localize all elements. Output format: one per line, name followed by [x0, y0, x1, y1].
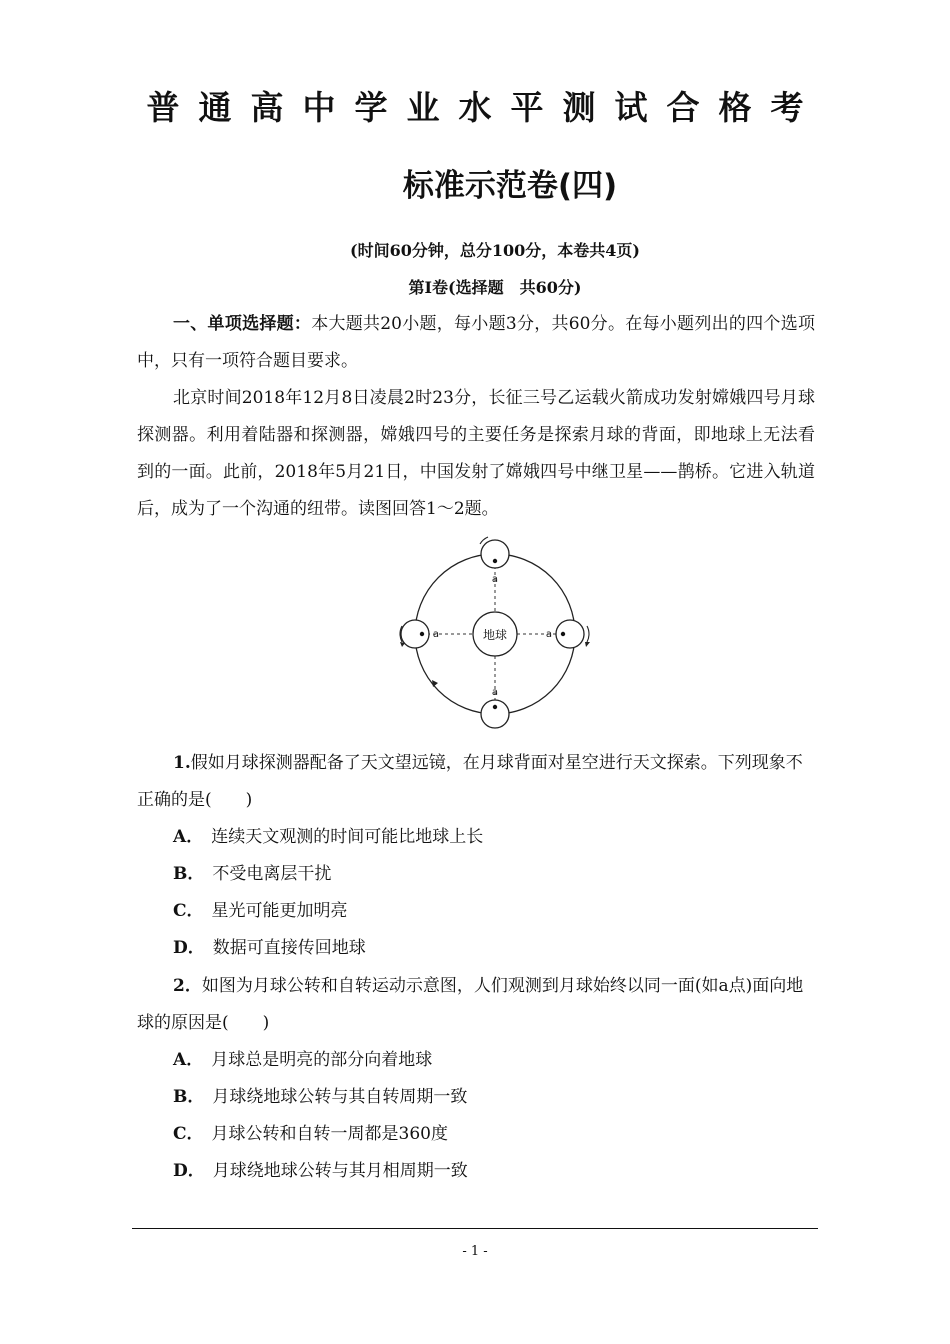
- moon-left: [401, 620, 439, 648]
- q1-option-c-letter: C．: [173, 901, 204, 921]
- q2-option-d-letter: D．: [173, 1161, 205, 1181]
- rotation-arrow-right: [587, 626, 589, 642]
- moon-top: [481, 540, 509, 585]
- moon-bottom: [481, 687, 509, 728]
- reading-passage: 北京时间2018年12月8日凌晨2时23分，长征三号乙运载火箭成功发射嫦娥四号月球探测器。利用着陆器和探测器，嫦娥四号的主要任务是探索月球的背面，即地球上无法看到的一面。此前，2018年5月21日，中国发射了嫦娥四号中继卫星——鹊桥。它进入轨道后，成为了一个沟通的纽带。读图回答1～2题。: [137, 388, 815, 519]
- footer-rule: [132, 1228, 818, 1229]
- q1-option-b: [173, 856, 331, 893]
- arrowhead-right: [585, 642, 590, 647]
- q1-option-d-letter: D．: [173, 938, 205, 958]
- q1-option-d: [173, 930, 366, 967]
- instructions: [137, 306, 815, 380]
- page-number: - 1 -: [462, 1244, 488, 1259]
- q2-option-b-letter: B．: [173, 1087, 205, 1107]
- point-a-label: a: [432, 629, 440, 640]
- point-a-label: a: [491, 687, 499, 698]
- q1-option-b-letter: B．: [173, 864, 205, 884]
- exam-subtitle: 标准示范卷(四): [402, 168, 618, 204]
- q1-option-d-text: 数据可直接传回地球: [212, 938, 366, 958]
- section-heading: 第Ⅰ卷(选择题 共60分): [408, 278, 582, 297]
- q2-option-d-text: 月球绕地球公转与其月相周期一致: [212, 1161, 468, 1181]
- q2-option-a-letter: A．: [173, 1050, 204, 1070]
- q1-option-b-text: 不受电离层干扰: [212, 864, 332, 884]
- q2-option-c-letter: C．: [173, 1124, 204, 1144]
- instructions-text: 本大题共20小题，每小题3分，共60分。在每小题列出的四个选项中，只有一项符合题目要求。: [137, 314, 815, 371]
- q1-option-c-text: 星光可能更加明亮: [211, 901, 348, 921]
- exam-title: 普通高中学业水平测试合格考: [146, 88, 823, 127]
- q2-option-c: [173, 1116, 448, 1153]
- instructions-label: 一、单项选择题：: [173, 314, 312, 334]
- point-a-label: a: [491, 574, 499, 585]
- question-1-text: 假如月球探测器配备了天文望远镜，在月球背面对星空进行天文探索。下列现象不正确的是( ): [137, 753, 803, 810]
- question-1-stem: [137, 745, 815, 819]
- exam-meta: (时间60分钟，总分100分，本卷共4页): [350, 241, 640, 260]
- q2-option-a-text: 月球总是明亮的部分向着地球: [211, 1050, 433, 1070]
- question-2-text: 如图为月球公转和自转运动示意图，人们观测到月球始终以同一面(如a点)面向地球的原因是( ): [137, 976, 804, 1033]
- q2-option-b-text: 月球绕地球公转与其自转周期一致: [212, 1087, 468, 1107]
- q2-option-c-text: 月球公转和自转一周都是360度: [211, 1124, 448, 1144]
- q1-option-c: [173, 893, 348, 930]
- q1-option-a-text: 连续天文观测的时间可能比地球上长: [211, 827, 484, 847]
- point-a-label: a: [545, 629, 553, 640]
- moon-orbit-diagram: [380, 530, 610, 740]
- question-1-number: 1.: [173, 753, 191, 773]
- q1-option-a: [173, 819, 483, 856]
- question-2-stem: [137, 968, 815, 1042]
- q1-option-a-letter: A．: [173, 827, 204, 847]
- moon-right: [546, 620, 584, 648]
- q2-option-d: [173, 1153, 468, 1190]
- earth-label: 地球: [482, 628, 508, 642]
- question-2-number: 2．: [173, 976, 202, 996]
- q2-option-a: [173, 1042, 432, 1079]
- q2-option-b: [173, 1079, 467, 1116]
